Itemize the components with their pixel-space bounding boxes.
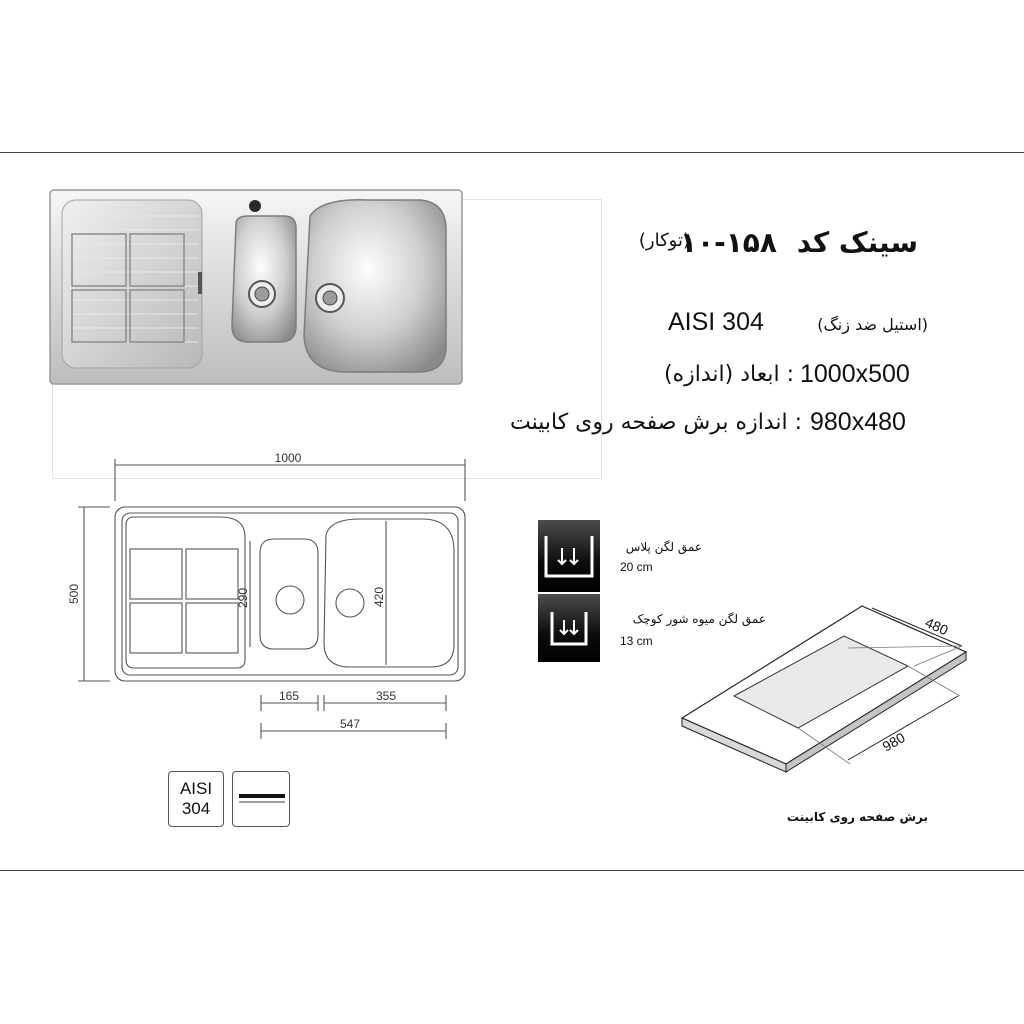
cutout-length-label: 980 xyxy=(879,729,908,755)
sink-product-photo xyxy=(48,186,468,388)
material-grade: AISI 304 xyxy=(668,308,764,336)
dim-small-bowl-width: 165 xyxy=(278,689,300,703)
title-code: ۱۵۸-۱۰ xyxy=(679,226,777,259)
drawing-small-bowl xyxy=(260,539,318,649)
drawing-large-bowl xyxy=(324,519,454,667)
dim-bowls-total-width: 547 xyxy=(339,717,361,731)
shallow-bowl-label: عمق لگن میوه شور کوچک xyxy=(632,612,766,626)
aisi-badge-line1: AISI xyxy=(179,779,213,798)
technical-drawing xyxy=(60,451,480,745)
cutout-caption: برش صفحه روی کابینت xyxy=(786,810,928,824)
tap-hole xyxy=(249,200,261,212)
title-prefix: سینک کد xyxy=(796,226,918,259)
cutout-value: 980x480 xyxy=(810,408,906,436)
material-persian: (استیل ضد زنگ) xyxy=(817,315,928,334)
cutout-label: : اندازه برش صفحه روی کابینت xyxy=(510,410,802,435)
dimensions-label: : ابعاد (اندازه) xyxy=(664,362,794,387)
dim-small-bowl-height: 290 xyxy=(236,587,250,609)
dimensions-value: 1000x500 xyxy=(800,360,910,388)
deep-bowl-icon xyxy=(538,520,600,592)
drainboard xyxy=(62,200,202,368)
sheet-thickness-icon xyxy=(233,772,291,828)
product-title xyxy=(680,226,918,259)
thickness-badge xyxy=(232,771,290,827)
shallow-bowl-value: 13 cm xyxy=(620,634,653,648)
dim-overall-height: 500 xyxy=(67,583,81,605)
cutout-width-label: 480 xyxy=(922,614,951,639)
deep-bowl-value: 20 cm xyxy=(620,560,653,574)
cutout-diagram xyxy=(676,600,976,800)
dim-overall-width: 1000 xyxy=(274,451,302,465)
dim-large-bowl-width: 355 xyxy=(375,689,397,703)
shallow-bowl-icon xyxy=(538,594,600,662)
dim-large-bowl-height: 420 xyxy=(372,586,386,608)
aisi-badge-line2: 304 xyxy=(181,799,211,818)
title-type: (توکار) xyxy=(638,230,690,251)
aisi-badge xyxy=(168,771,224,827)
small-bowl xyxy=(232,216,296,342)
deep-bowl-label: عمق لگن پلاس xyxy=(625,540,702,554)
